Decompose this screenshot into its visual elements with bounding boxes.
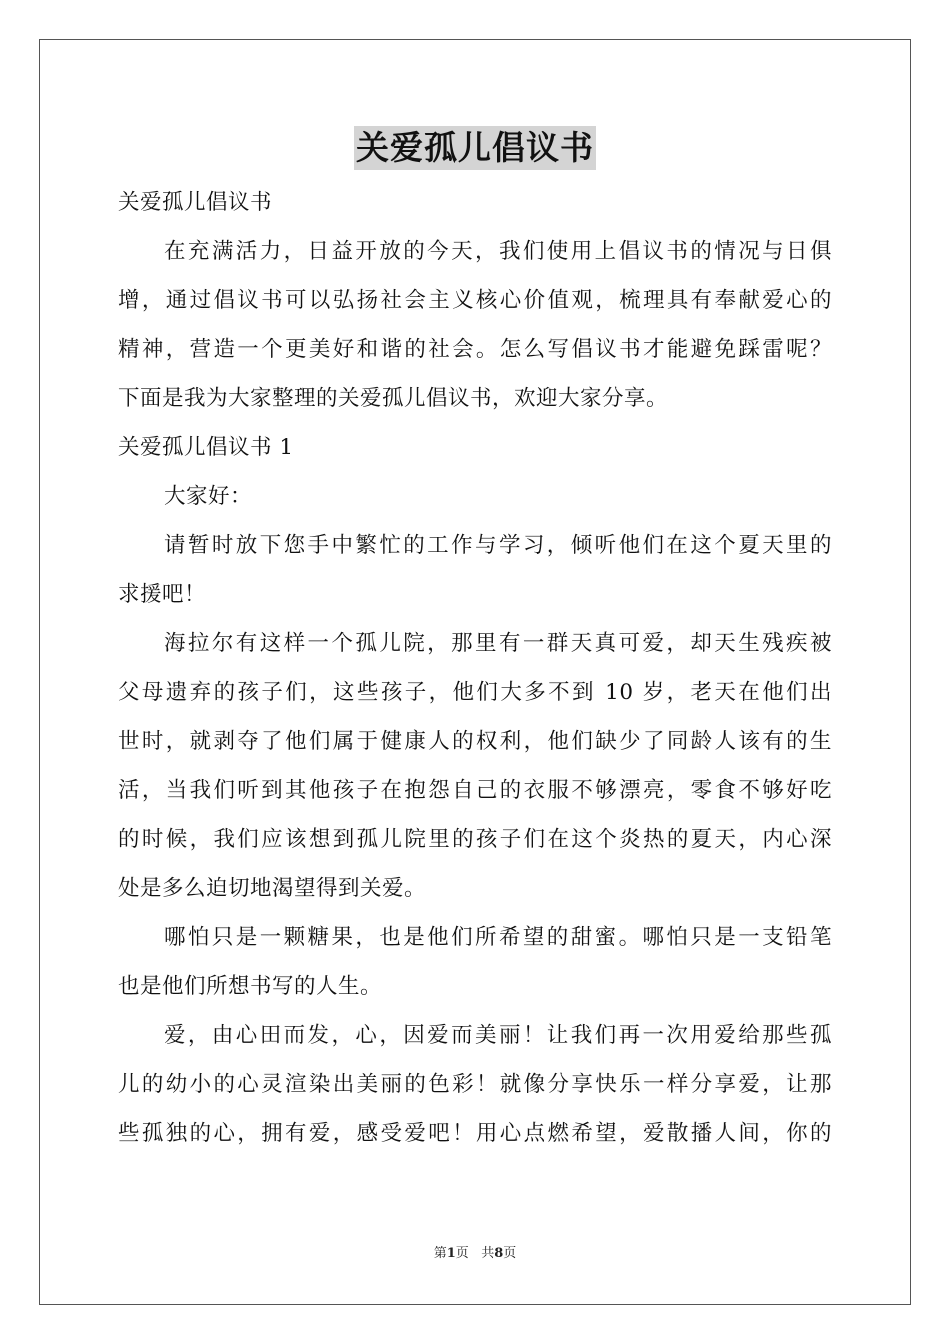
paragraph-orphanage — [118, 619, 832, 913]
total-pages: 8 — [494, 1246, 504, 1261]
paragraph-line: 儿的幼小的心灵渲染出美丽的色彩！就像分享快乐一样分享爱，让那 — [118, 1072, 832, 1097]
paragraph-line: 的时候，我们应该想到孤儿院里的孩子们在这个炎热的夏天，内心深 — [118, 827, 832, 852]
paragraph-line: 些孤独的心，拥有爱，感受爱吧！用心点燃希望，爱散播人间，你的 — [118, 1121, 832, 1146]
paragraph-line: 爱，由心田而发，心，因爱而美丽！让我们再一次用爱给那些孤 — [164, 1023, 832, 1048]
paragraph-candy — [118, 913, 832, 1011]
page-footer — [0, 1245, 950, 1263]
paragraph-line: 增，通过倡议书可以弘扬社会主义核心价值观，梳理具有奉献爱心的 — [118, 288, 832, 313]
paragraph-line: 海拉尔有这样一个孤儿院，那里有一群天真可爱，却天生残疾被 — [164, 631, 832, 656]
document-subtitle: 关爱孤儿倡议书 — [118, 190, 273, 215]
paragraph-line: 活，当我们听到其他孩子在抱怨自己的衣服不够漂亮，零食不够好吃 — [118, 778, 832, 803]
paragraph-line: 也是他们所想书写的人生。 — [118, 974, 383, 999]
page-prefix: 第 — [433, 1246, 447, 1261]
paragraph-love — [118, 1011, 832, 1158]
document-body — [118, 178, 832, 1158]
paragraph-line: 下面是我为大家整理的关爱孤儿倡议书，欢迎大家分享。 — [118, 386, 669, 411]
paragraph-line: 请暂时放下您手中繁忙的工作与学习，倾听他们在这个夏天里的 — [164, 533, 832, 558]
paragraph-line: 精神，营造一个更美好和谐的社会。怎么写倡议书才能避免踩雷呢？ — [118, 337, 832, 362]
paragraph-line: 在充满活力，日益开放的今天，我们使用上倡议书的情况与日俱 — [164, 239, 832, 264]
intro-paragraph — [118, 227, 832, 423]
paragraph-line: 哪怕只是一颗糖果，也是他们所希望的甜蜜。哪怕只是一支铅笔 — [164, 925, 832, 950]
page-suffix: 页 — [455, 1246, 469, 1261]
total-prefix: 共 — [481, 1246, 495, 1261]
paragraph-line: 求援吧！ — [118, 582, 207, 607]
page-number: 1 — [446, 1246, 456, 1261]
paragraph-plea — [118, 521, 832, 619]
total-suffix: 页 — [503, 1246, 517, 1261]
paragraph-line: 处是多么迫切地渴望得到关爱。 — [118, 876, 427, 901]
section-heading: 关爱孤儿倡议书 1 — [118, 435, 294, 460]
document-title: 关爱孤儿倡议书 — [354, 126, 596, 170]
paragraph-line: 世时，就剥夺了他们属于健康人的权利，他们缺少了同龄人该有的生 — [118, 729, 832, 754]
paragraph-line: 父母遗弃的孩子们，这些孩子，他们大多不到 10 岁，老天在他们出 — [118, 680, 832, 705]
title-container — [0, 126, 950, 170]
greeting: 大家好： — [164, 484, 253, 509]
